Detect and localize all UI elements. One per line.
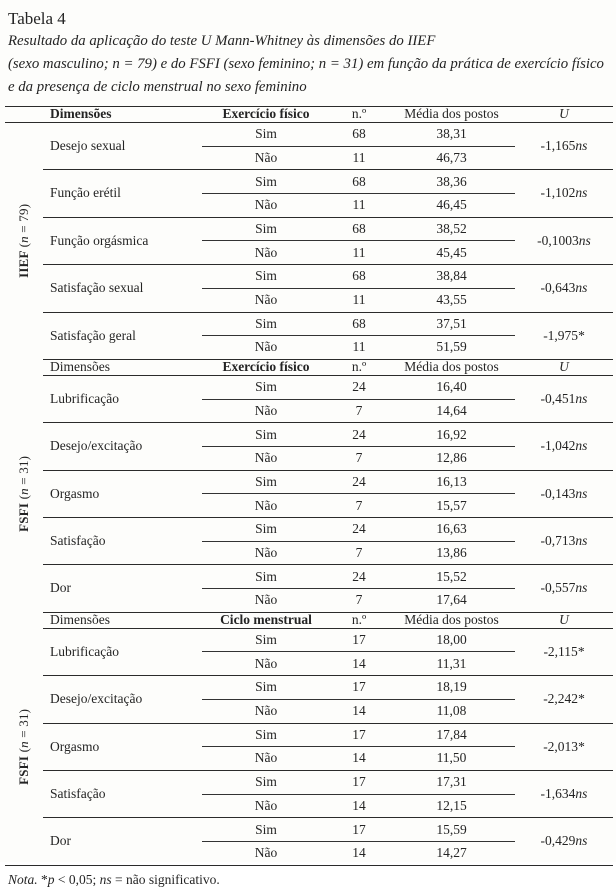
dimension-yes-row [5, 312, 613, 336]
n-header-cell: n.º [330, 612, 388, 628]
dimension-name-cell: Satisfação [43, 770, 202, 817]
ns-marker: ns [575, 438, 588, 454]
n-no-cell: 11 [330, 146, 388, 170]
factor-no-cell: Não [202, 399, 330, 423]
mean-ranks-header-cell: Média dos postos [388, 107, 515, 123]
n-no-cell: 7 [330, 541, 388, 565]
factor-yes-cell: Sim [202, 770, 330, 794]
mean-yes-cell: 15,59 [388, 818, 515, 842]
dimension-name-cell: Desejo/excitação [43, 423, 202, 470]
mean-yes-cell: 38,31 [388, 123, 515, 147]
factor-yes-cell: Sim [202, 423, 330, 447]
u-value-cell: -0,557ns [540, 580, 588, 596]
dimension-yes-row [5, 818, 613, 842]
dimension-name-cell: Lubrificação [43, 628, 202, 675]
note-segment: < 0,05; [54, 871, 100, 887]
u-statistic-header-cell: U [515, 107, 613, 123]
dimension-name-cell: Dor [50, 833, 71, 849]
ns-marker: ns [575, 138, 588, 154]
note-segment: p [47, 871, 55, 887]
mean-yes-cell: 18,19 [388, 676, 515, 700]
n-header-cell: n.º [330, 359, 388, 375]
mean-no-cell: 51,59 [436, 339, 467, 355]
dimension-name-cell: Dor [50, 580, 71, 596]
scale-group-label [5, 628, 43, 865]
factor-no-cell: Não [202, 446, 330, 470]
factor-yes-cell: Sim [202, 217, 330, 241]
table-caption [5, 30, 613, 99]
ns-marker: ns [578, 232, 591, 248]
mean-no-cell: 14,64 [388, 399, 515, 423]
mean-ranks-header-cell: Média dos postos [388, 359, 515, 375]
dimension-yes-row [5, 628, 613, 652]
u-value-cell: -0,429ns [540, 833, 588, 849]
caption-line-2: (sexo masculino; n = 79) e do FSFI (sexo feminino; n = 31) em função da prática de exercício físico [8, 56, 604, 72]
dimension-name-cell: Desejo/excitação [43, 676, 202, 723]
caption-line-3: e da presença de ciclo menstrual no sexo feminino [8, 79, 307, 95]
dimension-name-cell: Lubrificação [43, 375, 202, 422]
n-no-cell: 14 [330, 794, 388, 818]
scale-label-wrapper [5, 375, 43, 612]
mean-no-cell: 11,50 [388, 747, 515, 771]
note-segment: * [37, 871, 48, 887]
n-yes-cell: 68 [330, 265, 388, 289]
mean-no-cell: 12,86 [388, 446, 515, 470]
factor-no-cell: Não [254, 592, 278, 608]
factor-yes-cell: Sim [202, 265, 330, 289]
factor-yes-cell: Sim [202, 676, 330, 700]
scale-label-wrapper [5, 628, 43, 864]
factor-no-cell: Não [202, 747, 330, 771]
table-number-label: Tabela 4 [8, 9, 66, 28]
note-segment: Nota. [8, 871, 38, 887]
mean-no-cell: 15,57 [388, 494, 515, 518]
ns-marker: ns [575, 833, 588, 849]
dimension-name-cell: Função erétil [43, 170, 202, 217]
mean-ranks-header-cell: Média dos postos [388, 612, 515, 628]
n-yes-cell: 17 [330, 676, 388, 700]
mean-yes-cell: 16,92 [388, 423, 515, 447]
factor-yes-cell: Sim [202, 818, 330, 842]
factor-header-cell: Exercício físico [202, 359, 330, 375]
u-value-cell: -1,042ns [515, 423, 613, 470]
factor-yes-cell: Sim [202, 565, 330, 589]
n-no-cell: 14 [330, 747, 388, 771]
factor-yes-cell: Sim [202, 123, 330, 147]
n-header-cell: n.º [330, 107, 388, 123]
mean-no-cell: 45,45 [388, 241, 515, 265]
u-value-cell: -1,102ns [515, 170, 613, 217]
u-value-cell: -0,713ns [515, 518, 613, 565]
factor-no-cell: Não [202, 794, 330, 818]
n-no-cell: 14 [330, 652, 388, 676]
scale-label-text: IIEF (n = 79) [16, 204, 32, 279]
factor-no-cell: Não [254, 845, 278, 861]
n-yes-cell: 24 [330, 518, 388, 542]
mean-yes-cell: 16,40 [388, 375, 515, 399]
dimensions-header-cell: Dimensões [43, 612, 202, 628]
factor-yes-cell: Sim [202, 628, 330, 652]
factor-header-cell: Ciclo menstrual [202, 612, 330, 628]
factor-no-cell: Não [202, 652, 330, 676]
n-yes-cell: 68 [330, 123, 388, 147]
mean-yes-cell: 38,84 [388, 265, 515, 289]
scale-label-spacer-cell [5, 359, 43, 375]
dimension-name-cell: Orgasmo [43, 470, 202, 517]
mean-yes-cell: 16,63 [388, 518, 515, 542]
dimensions-header-cell: Dimensões [43, 359, 202, 375]
u-value-cell: -1,975* [543, 327, 585, 343]
n-yes-cell: 17 [330, 770, 388, 794]
u-value-cell: -2,242* [515, 676, 613, 723]
dimension-yes-row [5, 565, 613, 589]
n-yes-cell: 24 [330, 565, 388, 589]
mean-no-cell: 43,55 [388, 288, 515, 312]
scale-label-wrapper [5, 123, 43, 359]
n-no-cell: 11 [352, 339, 366, 355]
factor-no-cell: Não [254, 339, 278, 355]
factor-yes-cell: Sim [202, 723, 330, 747]
note-segment: ns [99, 871, 112, 887]
n-no-cell: 7 [355, 592, 363, 608]
mean-no-cell: 14,27 [436, 845, 467, 861]
mean-no-cell: 13,86 [388, 541, 515, 565]
dimensions-header-cell: Dimensões [43, 107, 202, 123]
factor-no-cell: Não [202, 146, 330, 170]
factor-yes-cell: Sim [202, 170, 330, 194]
factor-no-cell: Não [202, 494, 330, 518]
mean-no-cell: 11,31 [388, 652, 515, 676]
dimension-yes-row [5, 723, 613, 747]
scale-group-label [5, 123, 43, 360]
u-value-cell: -0,451ns [515, 375, 613, 422]
dimension-yes-row [5, 470, 613, 494]
table-note [5, 872, 613, 888]
n-no-cell: 7 [330, 399, 388, 423]
u-statistic-header-cell: U [515, 612, 613, 628]
dimension-yes-row [5, 375, 613, 399]
n-yes-cell: 17 [330, 818, 388, 842]
scale-label-spacer-cell [5, 107, 43, 123]
ns-marker: ns [575, 485, 588, 501]
mean-no-cell: 11,08 [388, 699, 515, 723]
mean-no-cell: 46,73 [388, 146, 515, 170]
n-yes-cell: 17 [330, 723, 388, 747]
factor-no-cell: Não [202, 194, 330, 218]
mean-yes-cell: 18,00 [388, 628, 515, 652]
factor-yes-cell: Sim [202, 470, 330, 494]
dimension-yes-row [5, 217, 613, 241]
n-yes-cell: 24 [330, 423, 388, 447]
section-header-row [5, 107, 613, 123]
n-yes-cell: 68 [330, 312, 388, 336]
mean-yes-cell: 38,52 [388, 217, 515, 241]
dimension-yes-row [5, 423, 613, 447]
scale-group-label [5, 375, 43, 612]
mean-yes-cell: 15,52 [388, 565, 515, 589]
scale-label-spacer-cell [5, 612, 43, 628]
mean-yes-cell: 16,13 [388, 470, 515, 494]
dimension-name-cell: Desejo sexual [43, 123, 202, 170]
note-segment: = não significativo. [111, 871, 220, 887]
n-no-cell: 11 [330, 194, 388, 218]
mean-yes-cell: 37,51 [388, 312, 515, 336]
section-header-row [5, 612, 613, 628]
u-statistic-header-cell: U [515, 359, 613, 375]
dimension-yes-row [5, 518, 613, 542]
factor-no-cell: Não [202, 288, 330, 312]
ns-marker: ns [575, 580, 588, 596]
section-header-row [5, 359, 613, 375]
n-yes-cell: 17 [330, 628, 388, 652]
n-no-cell: 14 [352, 845, 366, 861]
n-no-cell: 11 [330, 288, 388, 312]
n-yes-cell: 24 [330, 470, 388, 494]
dimension-yes-row [5, 770, 613, 794]
dimension-name-cell: Satisfação geral [50, 327, 136, 343]
dimension-name-cell: Função orgásmica [43, 217, 202, 264]
u-value-cell: -1,634ns [515, 770, 613, 817]
ns-marker: ns [575, 280, 588, 296]
mean-yes-cell: 17,84 [388, 723, 515, 747]
factor-no-cell: Não [202, 241, 330, 265]
u-value-cell: -0,643ns [515, 265, 613, 312]
scale-label-text: FSFI (n = 31) [16, 708, 32, 785]
ns-marker: ns [575, 185, 588, 201]
ns-marker: ns [575, 533, 588, 549]
dimension-yes-row [5, 123, 613, 147]
caption-line-1: Resultado da aplicação do teste U Mann-Whitney às dimensões do IIEF [8, 33, 436, 49]
mean-no-cell: 12,15 [388, 794, 515, 818]
scale-label-text: FSFI (n = 31) [16, 455, 32, 532]
n-yes-cell: 68 [330, 170, 388, 194]
u-value-cell: -2,013* [515, 723, 613, 770]
factor-no-cell: Não [202, 541, 330, 565]
n-no-cell: 7 [330, 494, 388, 518]
u-value-cell: -1,165ns [515, 123, 613, 170]
factor-yes-cell: Sim [202, 518, 330, 542]
ns-marker: ns [575, 785, 588, 801]
mean-yes-cell: 38,36 [388, 170, 515, 194]
n-yes-cell: 68 [330, 217, 388, 241]
u-value-cell: -2,115* [515, 628, 613, 675]
factor-yes-cell: Sim [202, 375, 330, 399]
dimension-yes-row [5, 676, 613, 700]
factor-header-cell: Exercício físico [202, 107, 330, 123]
dimension-yes-row [5, 170, 613, 194]
factor-no-cell: Não [202, 699, 330, 723]
u-value-cell: -0,1003ns [515, 217, 613, 264]
mean-no-cell: 46,45 [388, 194, 515, 218]
dimension-yes-row [5, 265, 613, 289]
n-yes-cell: 24 [330, 375, 388, 399]
dimension-name-cell: Satisfação sexual [43, 265, 202, 312]
mean-no-cell: 17,64 [436, 592, 467, 608]
mean-yes-cell: 17,31 [388, 770, 515, 794]
dimension-name-cell: Satisfação [43, 518, 202, 565]
u-value-cell: -0,143ns [515, 470, 613, 517]
ns-marker: ns [575, 390, 588, 406]
n-no-cell: 11 [330, 241, 388, 265]
mann-whitney-results-table [5, 106, 613, 866]
dimension-name-cell: Orgasmo [43, 723, 202, 770]
n-no-cell: 14 [330, 699, 388, 723]
n-no-cell: 7 [330, 446, 388, 470]
factor-yes-cell: Sim [202, 312, 330, 336]
